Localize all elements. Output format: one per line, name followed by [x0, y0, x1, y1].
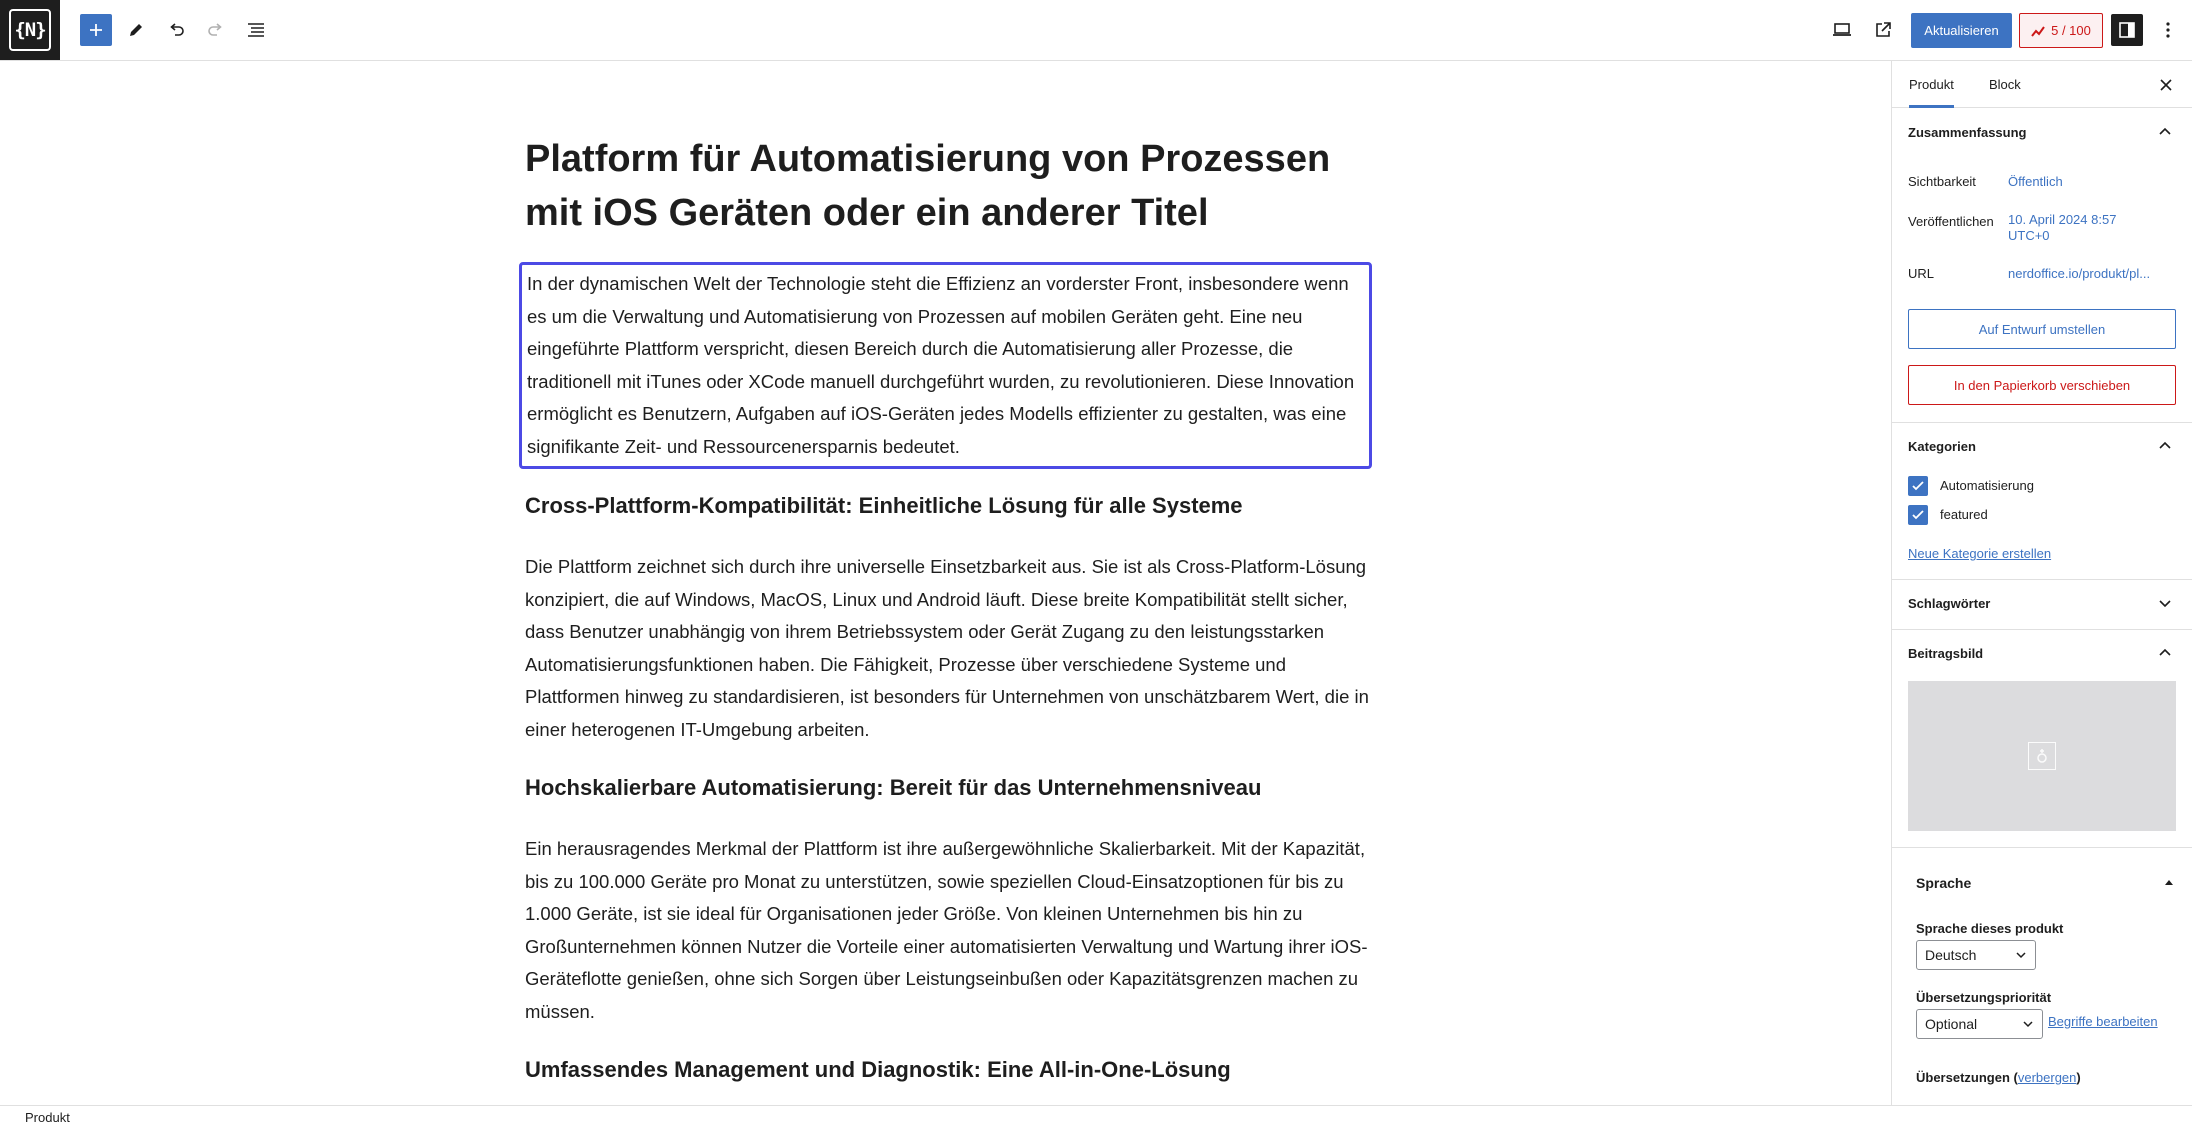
- summary-panel-header[interactable]: [1892, 108, 2192, 158]
- publish-date-value[interactable]: [2008, 212, 2116, 244]
- editor-toolbar: [0, 0, 2192, 61]
- plus-icon: [88, 22, 104, 38]
- switch-to-draft-button[interactable]: Auf Entwurf umstellen: [1908, 309, 2176, 349]
- publish-date-line: 10. April 2024 8:57: [2008, 212, 2117, 227]
- sidebar-icon: [2118, 21, 2136, 39]
- site-logo[interactable]: [0, 0, 60, 60]
- redo-icon: [207, 21, 225, 39]
- publish-label: Veröffentlichen: [1908, 214, 1994, 229]
- category-checkbox-automatisierung[interactable]: [1908, 476, 1928, 496]
- tags-panel-title: Schlagwörter: [1908, 596, 1991, 611]
- visibility-value[interactable]: Öffentlich: [2008, 174, 2063, 189]
- pencil-icon: [127, 21, 145, 39]
- heading-block[interactable]: Cross-Plattform-Kompatibilität: Einheitliche Lösung für alle Systeme: [525, 493, 1243, 518]
- logo-mark: {N}: [9, 9, 51, 51]
- seo-score-button[interactable]: [2019, 13, 2103, 48]
- checkmark-icon: [1911, 508, 1925, 522]
- external-link-icon: [1874, 21, 1892, 39]
- categories-panel-header[interactable]: [1892, 422, 2192, 472]
- close-sidebar-button[interactable]: [2154, 73, 2178, 97]
- redo-button[interactable]: [200, 14, 232, 46]
- image-upload-icon: [2028, 742, 2056, 770]
- editor-canvas: [0, 61, 1891, 1105]
- language-label: Sprache dieses produkt: [1916, 921, 2064, 936]
- tools-button[interactable]: [120, 14, 152, 46]
- list-view-icon: [246, 21, 266, 39]
- settings-sidebar: [1891, 61, 2192, 1105]
- translation-priority-select[interactable]: [1916, 1009, 2043, 1039]
- language-select[interactable]: [1916, 940, 2036, 970]
- categories-panel-title: Kategorien: [1908, 439, 1976, 454]
- translations-label-close: ): [2076, 1070, 2081, 1085]
- category-label: featured: [1940, 507, 1988, 522]
- checkmark-icon: [1911, 479, 1925, 493]
- language-panel-title: Sprache: [1916, 875, 1972, 891]
- seo-score-label: 5 / 100: [2051, 23, 2091, 38]
- heading-block[interactable]: Hochskalierbare Automatisierung: Bereit für das Unternehmensniveau: [525, 775, 1262, 800]
- document-overview-button[interactable]: [240, 14, 272, 46]
- translation-priority-label: Übersetzungspriorität: [1916, 990, 2052, 1005]
- undo-icon: [167, 21, 185, 39]
- language-select-value: Deutsch: [1925, 947, 1977, 963]
- publish-timezone-line: UTC+0: [2008, 228, 2050, 243]
- chart-icon: [2031, 25, 2045, 37]
- caret-up-icon[interactable]: [2164, 878, 2174, 888]
- language-panel: [1892, 848, 2192, 1105]
- settings-sidebar-toggle[interactable]: [2111, 14, 2143, 46]
- hide-translations-link[interactable]: verbergen: [2017, 1070, 2077, 1085]
- url-label: URL: [1908, 266, 1935, 281]
- close-icon: [2160, 79, 2172, 91]
- more-vertical-icon: [2165, 21, 2171, 39]
- featured-image-panel-title: Beitragsbild: [1908, 646, 1984, 661]
- post-title[interactable]: Platform für Automatisierung von Prozessen mit iOS Geräten oder ein anderer Titel: [525, 138, 1331, 234]
- chevron-down-icon: [2022, 1018, 2034, 1030]
- chevron-down-icon: [2015, 949, 2027, 961]
- view-product-button[interactable]: [1867, 14, 1899, 46]
- category-label: Automatisierung: [1940, 478, 2034, 493]
- translations-label: [1916, 1070, 2081, 1085]
- chevron-up-icon: [2155, 436, 2175, 456]
- preview-device-button[interactable]: [1826, 14, 1858, 46]
- selected-paragraph-block[interactable]: In der dynamischen Welt der Technologie steht die Effizienz an vorderster Front, insbesondere wenn es um die Verwaltung und Automatisierung von Prozessen auf mobilen Geräten geht. Eine neu eingeführte Plattform verspricht, diesen Bereich durch die Automatisierung aller Prozesse, die traditionell mit iTunes oder XCode manuell durchgeführt wurden, zu revolutionieren. Diese Innovation ermöglicht es Benutzern, Aufgaben auf iOS-Geräten jedes Modells effizienter zu gestalten, was eine signifikante Zeit- und Ressourcenersparnis bedeutet.: [519, 262, 1372, 469]
- translation-priority-value: Optional: [1925, 1016, 1978, 1032]
- visibility-label: Sichtbarkeit: [1908, 174, 1976, 189]
- tab-produkt[interactable]: Produkt: [1909, 61, 1954, 108]
- breadcrumb[interactable]: Produkt: [25, 1110, 70, 1125]
- heading-block[interactable]: Umfassendes Management und Diagnostik: Eine All-in-One-Lösung: [525, 1057, 1231, 1082]
- featured-image-panel-header[interactable]: [1892, 629, 2192, 679]
- laptop-icon: [1832, 22, 1852, 38]
- summary-panel-title: Zusammenfassung: [1908, 125, 2027, 140]
- featured-image-placeholder[interactable]: [1908, 681, 2176, 831]
- add-block-button[interactable]: [80, 14, 112, 46]
- tags-panel-header[interactable]: [1892, 579, 2192, 629]
- chevron-up-icon: [2155, 122, 2175, 142]
- options-button[interactable]: [2152, 14, 2184, 46]
- paragraph-block[interactable]: Die Plattform zeichnet sich durch ihre universelle Einsetzbarkeit aus. Sie ist als Cross-Platform-Lösung konzipiert, die auf Windows, MacOS, Linux und Android läuft. Diese breite Kompatibilität stellt sicher, dass Benutzer unabhängig von ihrem Betriebssystem oder Gerät Zugang zu den leistungsstarken Automatisierungsfunktionen haben. Die Fähigkeit, Prozesse über verschiedene Systeme und Plattformen hinweg zu standardisieren, ist besonders für Unternehmen von unschätzbarem Wert, die in einer heterogenen IT-Umgebung arbeiten.: [525, 556, 1369, 740]
- tab-block[interactable]: Block: [1989, 77, 2021, 92]
- chevron-down-icon: [2155, 593, 2175, 613]
- category-checkbox-featured[interactable]: [1908, 505, 1928, 525]
- undo-button[interactable]: [160, 14, 192, 46]
- chevron-up-icon: [2155, 643, 2175, 663]
- paragraph-block[interactable]: Ein herausragendes Merkmal der Plattform ist ihre außergewöhnliche Skalierbarkeit. Mit der Kapazität, bis zu 100.000 Geräte pro Monat zu unterstützen, sowie speziellen Cloud-Einsatzoptionen für bis zu 1.000 Geräte, ist sie ideal für Organisationen jeder Größe. Von kleinen Unternehmen bis hin zu Großunternehmen können Nutzer die Vorteile einer automatisierten Verwaltung und Wartung ihrer iOS-Geräteflotte genießen, ohne sich Sorgen über Leistungseinbußen oder Kapazitätsgrenzen machen zu müssen.: [525, 838, 1368, 1022]
- url-value[interactable]: nerdoffice.io/produkt/pl...: [2008, 266, 2151, 281]
- update-button[interactable]: Aktualisieren: [1911, 13, 2012, 48]
- new-category-link[interactable]: Neue Kategorie erstellen: [1908, 546, 2052, 561]
- sidebar-tabs: [1892, 61, 2192, 108]
- block-breadcrumb-bar: [0, 1105, 2192, 1129]
- move-to-trash-button[interactable]: In den Papierkorb verschieben: [1908, 365, 2176, 405]
- edit-terms-link[interactable]: Begriffe bearbeiten: [2048, 1014, 2158, 1029]
- translations-label-text: Übersetzungen (: [1916, 1070, 2018, 1085]
